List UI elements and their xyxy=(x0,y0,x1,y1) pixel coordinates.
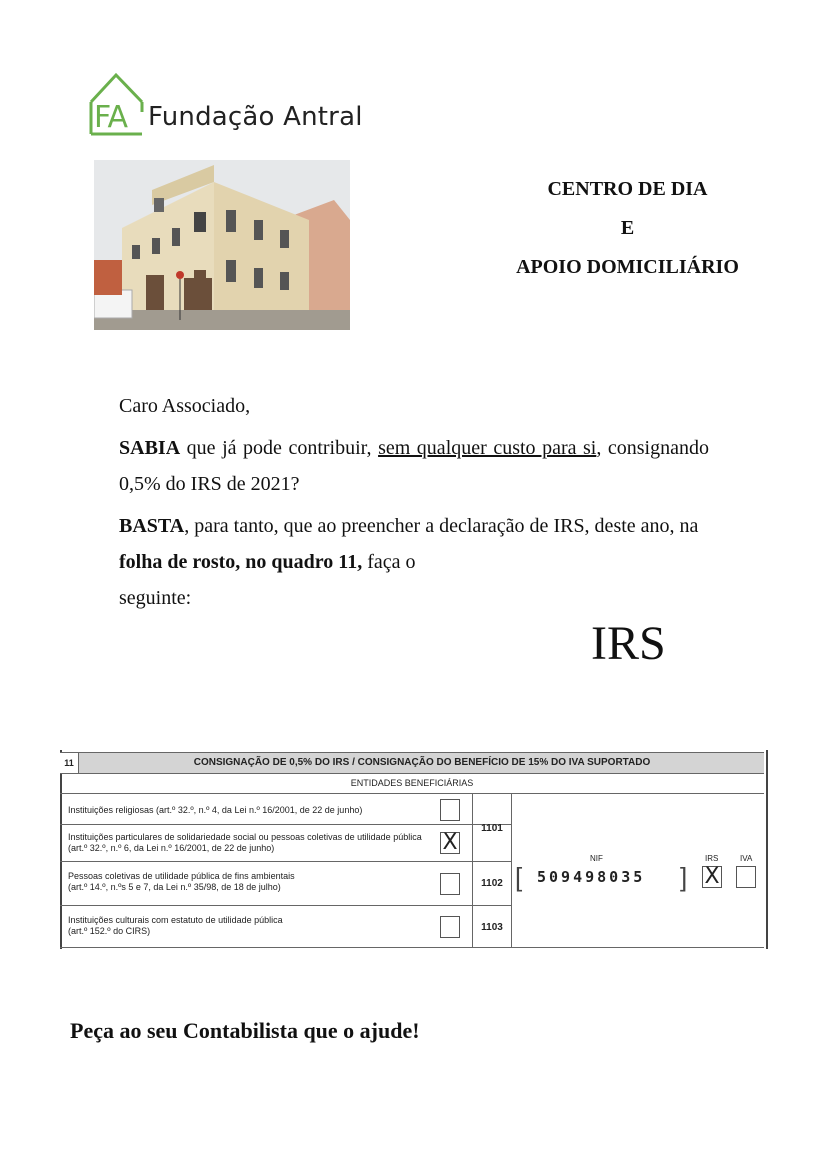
heading-line-3: APOIO DOMICILIÁRIO xyxy=(516,256,739,278)
irs-label: IRS xyxy=(591,617,666,670)
col-divider xyxy=(511,794,512,948)
paragraph-2 xyxy=(119,508,709,580)
entity-legal-ref: (art.º 14.º, n.ºs 5 e 7, da Lei n.º 35/98, de 18 de julho) xyxy=(68,882,281,892)
entity-legal-ref: (art.º 152.º do CIRS) xyxy=(68,926,151,936)
entity-row-2 xyxy=(68,832,422,854)
row-divider xyxy=(60,905,511,906)
entity-checkbox-4[interactable] xyxy=(440,916,460,938)
code-1101: 1101 xyxy=(481,823,503,834)
p1-text-a: que já pode contribuir, xyxy=(180,437,379,459)
row-divider xyxy=(60,861,511,862)
entity-checkbox-2[interactable]: X xyxy=(440,832,460,854)
p2-text-b: faça o xyxy=(362,551,416,573)
form-bottom-line xyxy=(60,947,764,948)
code-1103: 1103 xyxy=(481,922,503,933)
p2-bold-2: folha de rosto, no quadro 11, xyxy=(119,551,363,573)
irs-column-label: IRS xyxy=(705,854,719,863)
entity-checkbox-1[interactable] xyxy=(440,799,460,821)
footer-message: Peça ao seu Contabilista que o ajude! xyxy=(70,1018,420,1043)
form-title: CONSIGNAÇÃO DE 0,5% DO IRS / CONSIGNAÇÃO DO BENEFÍCIO DE 15% DO IVA SUPORTADO xyxy=(193,757,651,768)
logo xyxy=(88,72,363,138)
logo-mark: FA xyxy=(94,100,128,135)
entity-legal-ref: (art.º 32.º, n.º 6, da Lei n.º 16/2001, de 22 de junho) xyxy=(68,843,275,853)
form-subtitle: ENTIDADES BENEFICIÁRIAS xyxy=(60,773,764,794)
entity-row-3 xyxy=(68,871,295,893)
building-photo xyxy=(94,160,350,330)
entity-label: Instituições particulares de solidariedade social ou pessoas coletivas de utilidade pública xyxy=(68,832,422,842)
entity-label: Instituições religiosas (art.º 32.º, n.º 4, da Lei n.º 16/2001, de 22 de junho) xyxy=(68,805,363,815)
entity-label: Pessoas coletivas de utilidade pública de fins ambientais xyxy=(68,871,295,881)
letter-body xyxy=(119,388,709,616)
irs-checkbox[interactable]: X xyxy=(702,866,722,888)
heading xyxy=(490,170,765,287)
iva-checkbox[interactable] xyxy=(736,866,756,888)
p1-bold: SABIA xyxy=(119,437,181,459)
p1-text-b: , consignando 0,5% do IRS de 2021? xyxy=(119,437,709,495)
p2-bold: BASTA xyxy=(119,515,185,537)
entity-row-1 xyxy=(68,805,362,816)
p1-underline: sem qualquer custo para si xyxy=(378,437,597,459)
p2-text-a: , para tanto, que ao preencher a declaração de IRS, deste ano, na xyxy=(184,515,699,537)
row-divider xyxy=(60,824,511,825)
nif-bracket-right: ] xyxy=(680,862,688,892)
nif-value[interactable]: 509498035 xyxy=(537,868,646,886)
entity-label: Instituições culturais com estatuto de utilidade pública xyxy=(68,915,283,925)
entity-checkbox-3[interactable] xyxy=(440,873,460,895)
nif-label: NIF xyxy=(590,854,603,863)
iva-column-label: IVA xyxy=(740,854,753,863)
heading-line-1: CENTRO DE DIA xyxy=(547,178,708,200)
irs-form-quadro-11 xyxy=(60,750,766,953)
nif-bracket-left: [ xyxy=(515,862,523,892)
logo-name: Fundação Antral xyxy=(148,102,363,132)
code-1102: 1102 xyxy=(481,878,503,889)
greeting: Caro Associado, xyxy=(119,395,251,417)
form-title-row xyxy=(60,752,764,774)
form-number: 11 xyxy=(60,753,79,773)
paragraph-1 xyxy=(119,430,709,502)
entity-row-4 xyxy=(68,915,283,937)
paragraph-3: seguinte: xyxy=(119,587,192,609)
heading-line-2: E xyxy=(620,217,635,239)
